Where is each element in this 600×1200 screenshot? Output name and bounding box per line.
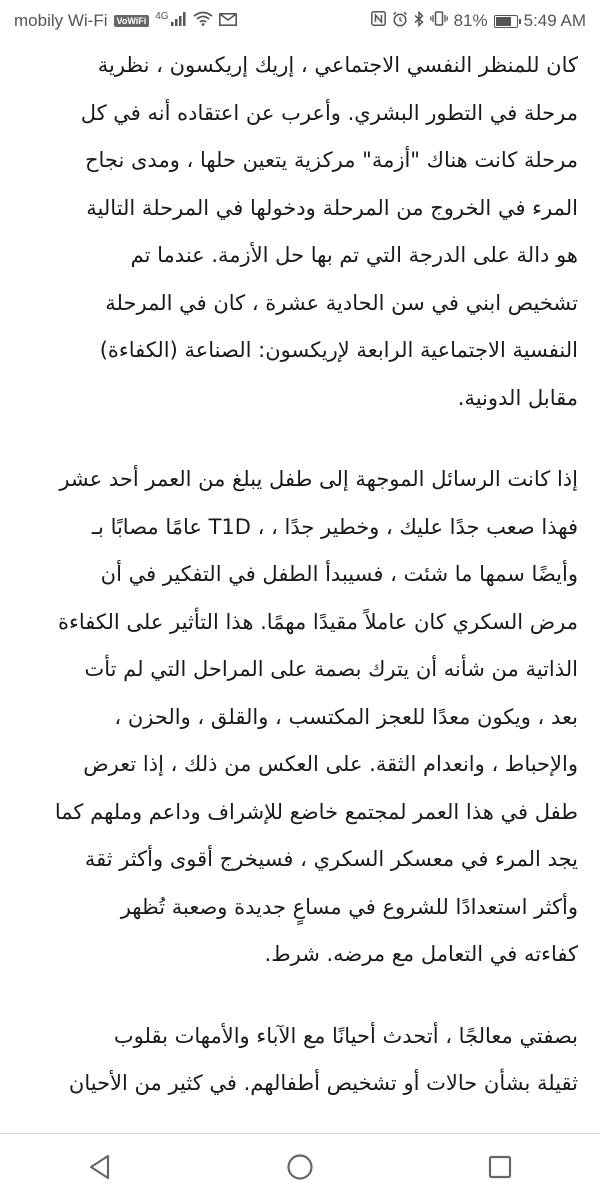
text-line: مرحلة في التطور البشري. وأعرب عن اعتقاده أنه في كل: [80, 100, 578, 125]
status-bar: [0, 0, 600, 42]
article-paragraph: [22, 456, 578, 979]
article-paragraph: [22, 1013, 578, 1108]
home-circle-icon: [286, 1153, 314, 1181]
text-line: هو دالة على الدرجة التي تم بها حل الأزمة. عندما تم: [130, 243, 578, 267]
battery-icon: [494, 15, 518, 28]
text-line: المرء في الخروج من المرحلة ودخولها في المرحلة التالية: [86, 195, 578, 220]
text-line: وأكثر استعدادًا للشروع في مساعٍ جديدة وصعبة تُظهر: [120, 894, 578, 919]
network-type-label: 4G: [155, 11, 169, 23]
mail-notification-icon: [219, 11, 237, 31]
clock: 5:49 AM: [523, 11, 586, 30]
text-line: كان للمنظر النفسي الاجتماعي ، إريك إريكسون ، نظرية: [97, 53, 578, 77]
status-left: [14, 11, 237, 31]
navigation-bar: [0, 1133, 600, 1200]
back-triangle-icon: [88, 1154, 112, 1180]
status-right: [371, 11, 586, 32]
wifi-icon: [193, 11, 213, 31]
home-button[interactable]: [280, 1147, 320, 1187]
signal-icon: [155, 11, 187, 31]
nfc-icon: [371, 11, 386, 31]
text-line: إذا كانت الرسائل الموجهة إلى طفل يبلغ من العمر أحد عشر: [59, 467, 578, 491]
article-paragraph: [22, 42, 578, 422]
text-line: وأيضًا سمها ما شئت ، فسيبدأ الطفل في التفكير في أن: [100, 562, 578, 586]
alarm-icon: [392, 11, 408, 32]
text-line: والإحباط ، وانعدام الثقة. على العكس من ذلك ، إذا تعرض: [83, 752, 578, 776]
text-line: بصفتي معالجًا ، أتحدث أحيانًا مع الآباء والأمهات بقلوب: [113, 1023, 578, 1048]
text-line: يجد المرء في معسكر السكري ، فسيخرج أقوى وأكثر ثقة: [84, 847, 578, 871]
text-line: تشخيص ابني في سن الحادية عشرة ، كان في المرحلة: [105, 290, 578, 315]
battery-percent: 81%: [453, 11, 488, 30]
recents-square-icon: [488, 1155, 512, 1179]
vowifi-badge: VoWiFi: [114, 15, 150, 27]
vibrate-icon: [430, 11, 448, 31]
text-line: بعد ، ويكون معدًا للعجز المكتسب ، والقلق ، والحزن ،: [114, 704, 578, 729]
text-line: الذاتية من شأنه أن يترك بصمة على المراحل التي لم تأت: [84, 657, 578, 681]
bluetooth-icon: [414, 11, 424, 32]
text-line: كفاءته في التعامل مع مرضه. شرط.: [264, 942, 578, 966]
article-body[interactable]: [22, 42, 578, 1130]
text-line: فهذا صعب جدًا عليك ، وخطير جدًا ، ، T1D عامًا مصابًا بـ: [91, 514, 578, 539]
battery-level-fill: [496, 17, 511, 26]
recents-button[interactable]: [480, 1147, 520, 1187]
carrier-label: mobily Wi-Fi: [14, 11, 108, 30]
text-line: مرحلة كانت هناك "أزمة" مركزية يتعين حلها ، ومدى نجاح: [84, 148, 578, 172]
text-line: ثقيلة بشأن حالات أو تشخيص أطفالهم. في كثير من الأحيان: [68, 1071, 578, 1095]
text-line: النفسية الاجتماعية الرابعة لإريكسون: الصناعة (الكفاءة): [99, 338, 578, 362]
text-line: طفل في هذا العمر لمجتمع خاضع للإشراف وداعم وملهم كما: [54, 799, 578, 824]
back-button[interactable]: [80, 1147, 120, 1187]
text-line: مقابل الدونية.: [457, 385, 578, 410]
text-line: مرض السكري كان عاملاً مقيدًا مهمًا. هذا التأثير على الكفاءة: [57, 609, 578, 634]
